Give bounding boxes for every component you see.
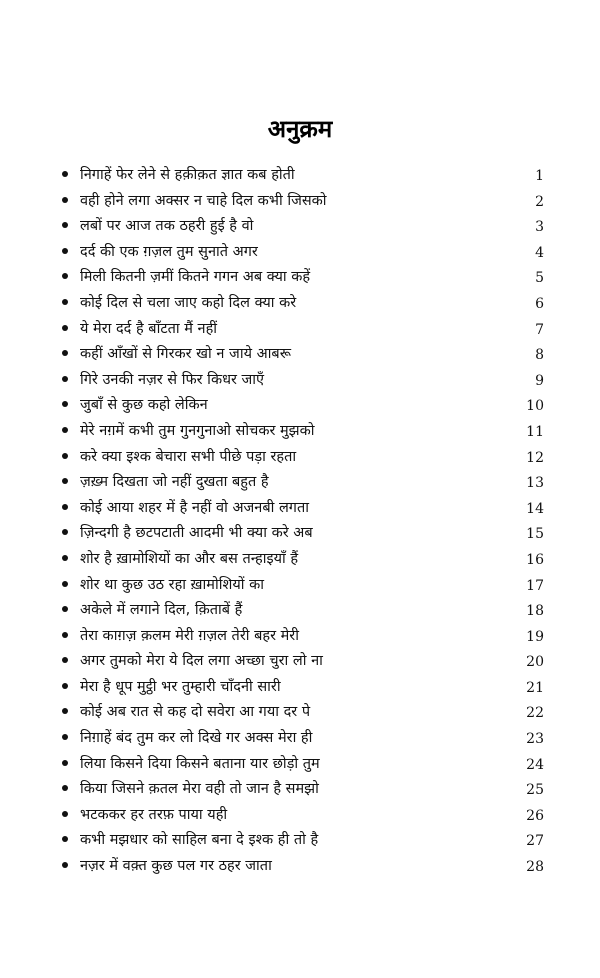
toc-page-number: 22 xyxy=(526,705,544,722)
toc-entry-title: मेरा है धूप मुट्ठी भर तुम्हारी चाँदनी सारी xyxy=(80,678,281,695)
bullet-icon xyxy=(62,350,68,356)
toc-entry xyxy=(0,804,600,830)
toc-entry xyxy=(0,394,600,420)
toc-entry xyxy=(0,548,600,574)
toc-page-number: 24 xyxy=(526,756,544,773)
toc-entry xyxy=(0,497,600,523)
toc-entry-title: अगर तुमको मेरा ये दिल लगा अच्छा चुरा लो ना xyxy=(80,653,323,670)
toc-page-number: 5 xyxy=(535,270,544,287)
toc-page-number: 13 xyxy=(526,475,544,492)
table-of-contents xyxy=(0,164,600,881)
toc-page-number: 16 xyxy=(526,551,544,568)
toc-entry-title: जुबाँ से कुछ कहो लेकिन xyxy=(80,397,208,414)
bullet-icon xyxy=(62,376,68,382)
toc-entry xyxy=(0,855,600,881)
bullet-icon xyxy=(62,529,68,535)
toc-entry xyxy=(0,190,600,216)
toc-page-number: 12 xyxy=(526,449,544,466)
toc-page-number: 7 xyxy=(535,321,544,338)
toc-page-number: 4 xyxy=(535,244,544,261)
bullet-icon xyxy=(62,325,68,331)
toc-entry xyxy=(0,701,600,727)
toc-entry xyxy=(0,574,600,600)
page-title: अनुक्रम xyxy=(267,115,333,143)
toc-entry-title: अकेले में लगाने दिल, क़िताबें हैं xyxy=(80,602,243,619)
bullet-icon xyxy=(62,555,68,561)
toc-entry-title: निग़ाहें बंद तुम कर लो दिखे गर अक्स मेरा ही xyxy=(80,730,313,747)
toc-entry-title: दर्द की एक ग़ज़ल तुम सुनाते अगर xyxy=(80,243,258,260)
bullet-icon xyxy=(62,785,68,791)
toc-page-number: 15 xyxy=(526,526,544,543)
bullet-icon xyxy=(62,683,68,689)
toc-entry-title: मेरे नग़में कभी तुम गुनगुनाओ सोचकर मुझको xyxy=(80,422,315,439)
toc-entry-title: वही होने लगा अक्सर न चाहे दिल कभी जिसको xyxy=(80,192,327,209)
toc-entry-title: कभी मझधार को साहिल बना दे इश्क ही तो है xyxy=(80,832,319,849)
toc-entry xyxy=(0,266,600,292)
toc-page-number: 10 xyxy=(526,398,544,415)
toc-page-number: 6 xyxy=(535,295,544,312)
bullet-icon xyxy=(62,453,68,459)
toc-entry xyxy=(0,753,600,779)
bullet-icon xyxy=(62,862,68,868)
toc-page-number: 8 xyxy=(535,347,544,364)
toc-entry xyxy=(0,778,600,804)
toc-page-number: 28 xyxy=(526,859,544,876)
toc-page-number: 25 xyxy=(526,782,544,799)
toc-entry-title: निगाहें फेर लेने से हक़ीक़त ज्ञात कब होती xyxy=(80,167,295,183)
toc-entry-title: ज़ख़्म दिखता जो नहीं दुखता बहुत है xyxy=(80,474,269,491)
toc-entry-title: गिरे उनकी नज़र से फिर किधर जाएँ xyxy=(80,371,265,388)
toc-page-number: 11 xyxy=(526,423,544,440)
toc-entry-title: कोई दिल से चला जाए कहो दिल क्या करे xyxy=(80,294,297,311)
bullet-icon xyxy=(62,427,68,433)
toc-page-number: 2 xyxy=(535,193,544,210)
toc-entry xyxy=(0,676,600,702)
bullet-icon xyxy=(62,606,68,612)
toc-entry-title: कहीं आँखों से गिरकर खो न जाये आबरू xyxy=(80,346,291,363)
bullet-icon xyxy=(62,504,68,510)
toc-entry xyxy=(0,727,600,753)
toc-entry-title: करे क्या इश्क बेचारा सभी पीछे पड़ा रहता xyxy=(80,448,297,465)
toc-entry-title: मिली कितनी ज़मीं कितने गगन अब क्या कहें xyxy=(80,269,311,286)
toc-entry xyxy=(0,420,600,446)
toc-entry xyxy=(0,625,600,651)
bullet-icon xyxy=(62,197,68,203)
toc-page-number: 27 xyxy=(526,833,544,850)
bullet-icon xyxy=(62,657,68,663)
toc-entry-title: लिया किसने दिया किसने बताना यार छोड़ो तुम xyxy=(80,755,320,772)
toc-entry xyxy=(0,241,600,267)
toc-entry xyxy=(0,343,600,369)
toc-entry xyxy=(0,522,600,548)
bullet-icon xyxy=(62,811,68,817)
toc-entry-title: ज़िन्दगी है छटपटाती आदमी भी क्या करे अब xyxy=(80,525,313,542)
toc-entry-title: लबों पर आज तक ठहरी हुई है वो xyxy=(80,218,254,235)
toc-page-number: 26 xyxy=(526,807,544,824)
toc-entry xyxy=(0,318,600,344)
toc-entry-title: शोर था कुछ उठ रहा ख़ामोशियों का xyxy=(80,576,264,593)
toc-entry xyxy=(0,292,600,318)
bullet-icon xyxy=(62,632,68,638)
bullet-icon xyxy=(62,478,68,484)
bullet-icon xyxy=(62,708,68,714)
bullet-icon xyxy=(62,273,68,279)
bullet-icon xyxy=(62,222,68,228)
bullet-icon xyxy=(62,401,68,407)
bullet-icon xyxy=(62,581,68,587)
toc-page-number: 19 xyxy=(526,628,544,645)
toc-entry-title: शोर है ख़ामोशियों का और बस तन्हाइयाँ हैं xyxy=(80,550,299,567)
toc-page-number: 23 xyxy=(526,731,544,748)
toc-page-number: 21 xyxy=(526,679,544,696)
toc-entry-title: ये मेरा दर्द है बाँटता मैं नहीं xyxy=(80,320,218,337)
toc-entry xyxy=(0,471,600,497)
toc-page-number: 9 xyxy=(535,372,544,389)
toc-page-number: 3 xyxy=(535,219,544,236)
bullet-icon xyxy=(62,299,68,305)
toc-entry xyxy=(0,829,600,855)
bullet-icon xyxy=(62,171,68,177)
toc-page-number: 14 xyxy=(526,500,544,517)
bullet-icon xyxy=(62,760,68,766)
toc-entry-title: कोई आया शहर में है नहीं वो अजनबी लगता xyxy=(80,499,309,516)
toc-entry xyxy=(0,215,600,241)
toc-entry xyxy=(0,369,600,395)
bullet-icon xyxy=(62,734,68,740)
bullet-icon xyxy=(62,248,68,254)
toc-entry-title: नज़र में वक़्त कुछ पल गर ठहर जाता xyxy=(80,858,272,875)
toc-entry-title: किया जिसने क़तल मेरा वही तो जान है समझो xyxy=(80,781,319,798)
toc-entry-title: तेरा काग़ज़ क़लम मेरी ग़ज़ल तेरी बहर मेरी xyxy=(80,627,299,644)
toc-page-number: 1 xyxy=(535,168,544,184)
toc-entry xyxy=(0,164,600,190)
toc-entry-title: कोई अब रात से कह दो सवेरा आ गया दर पे xyxy=(80,704,311,721)
toc-entry xyxy=(0,446,600,472)
toc-entry xyxy=(0,650,600,676)
toc-page-number: 18 xyxy=(526,603,544,620)
toc-entry xyxy=(0,599,600,625)
toc-entry-title: भटककर हर तरफ़ पाया यही xyxy=(80,806,228,823)
toc-page-number: 17 xyxy=(526,577,544,594)
toc-page-number: 20 xyxy=(526,654,544,671)
bullet-icon xyxy=(62,836,68,842)
